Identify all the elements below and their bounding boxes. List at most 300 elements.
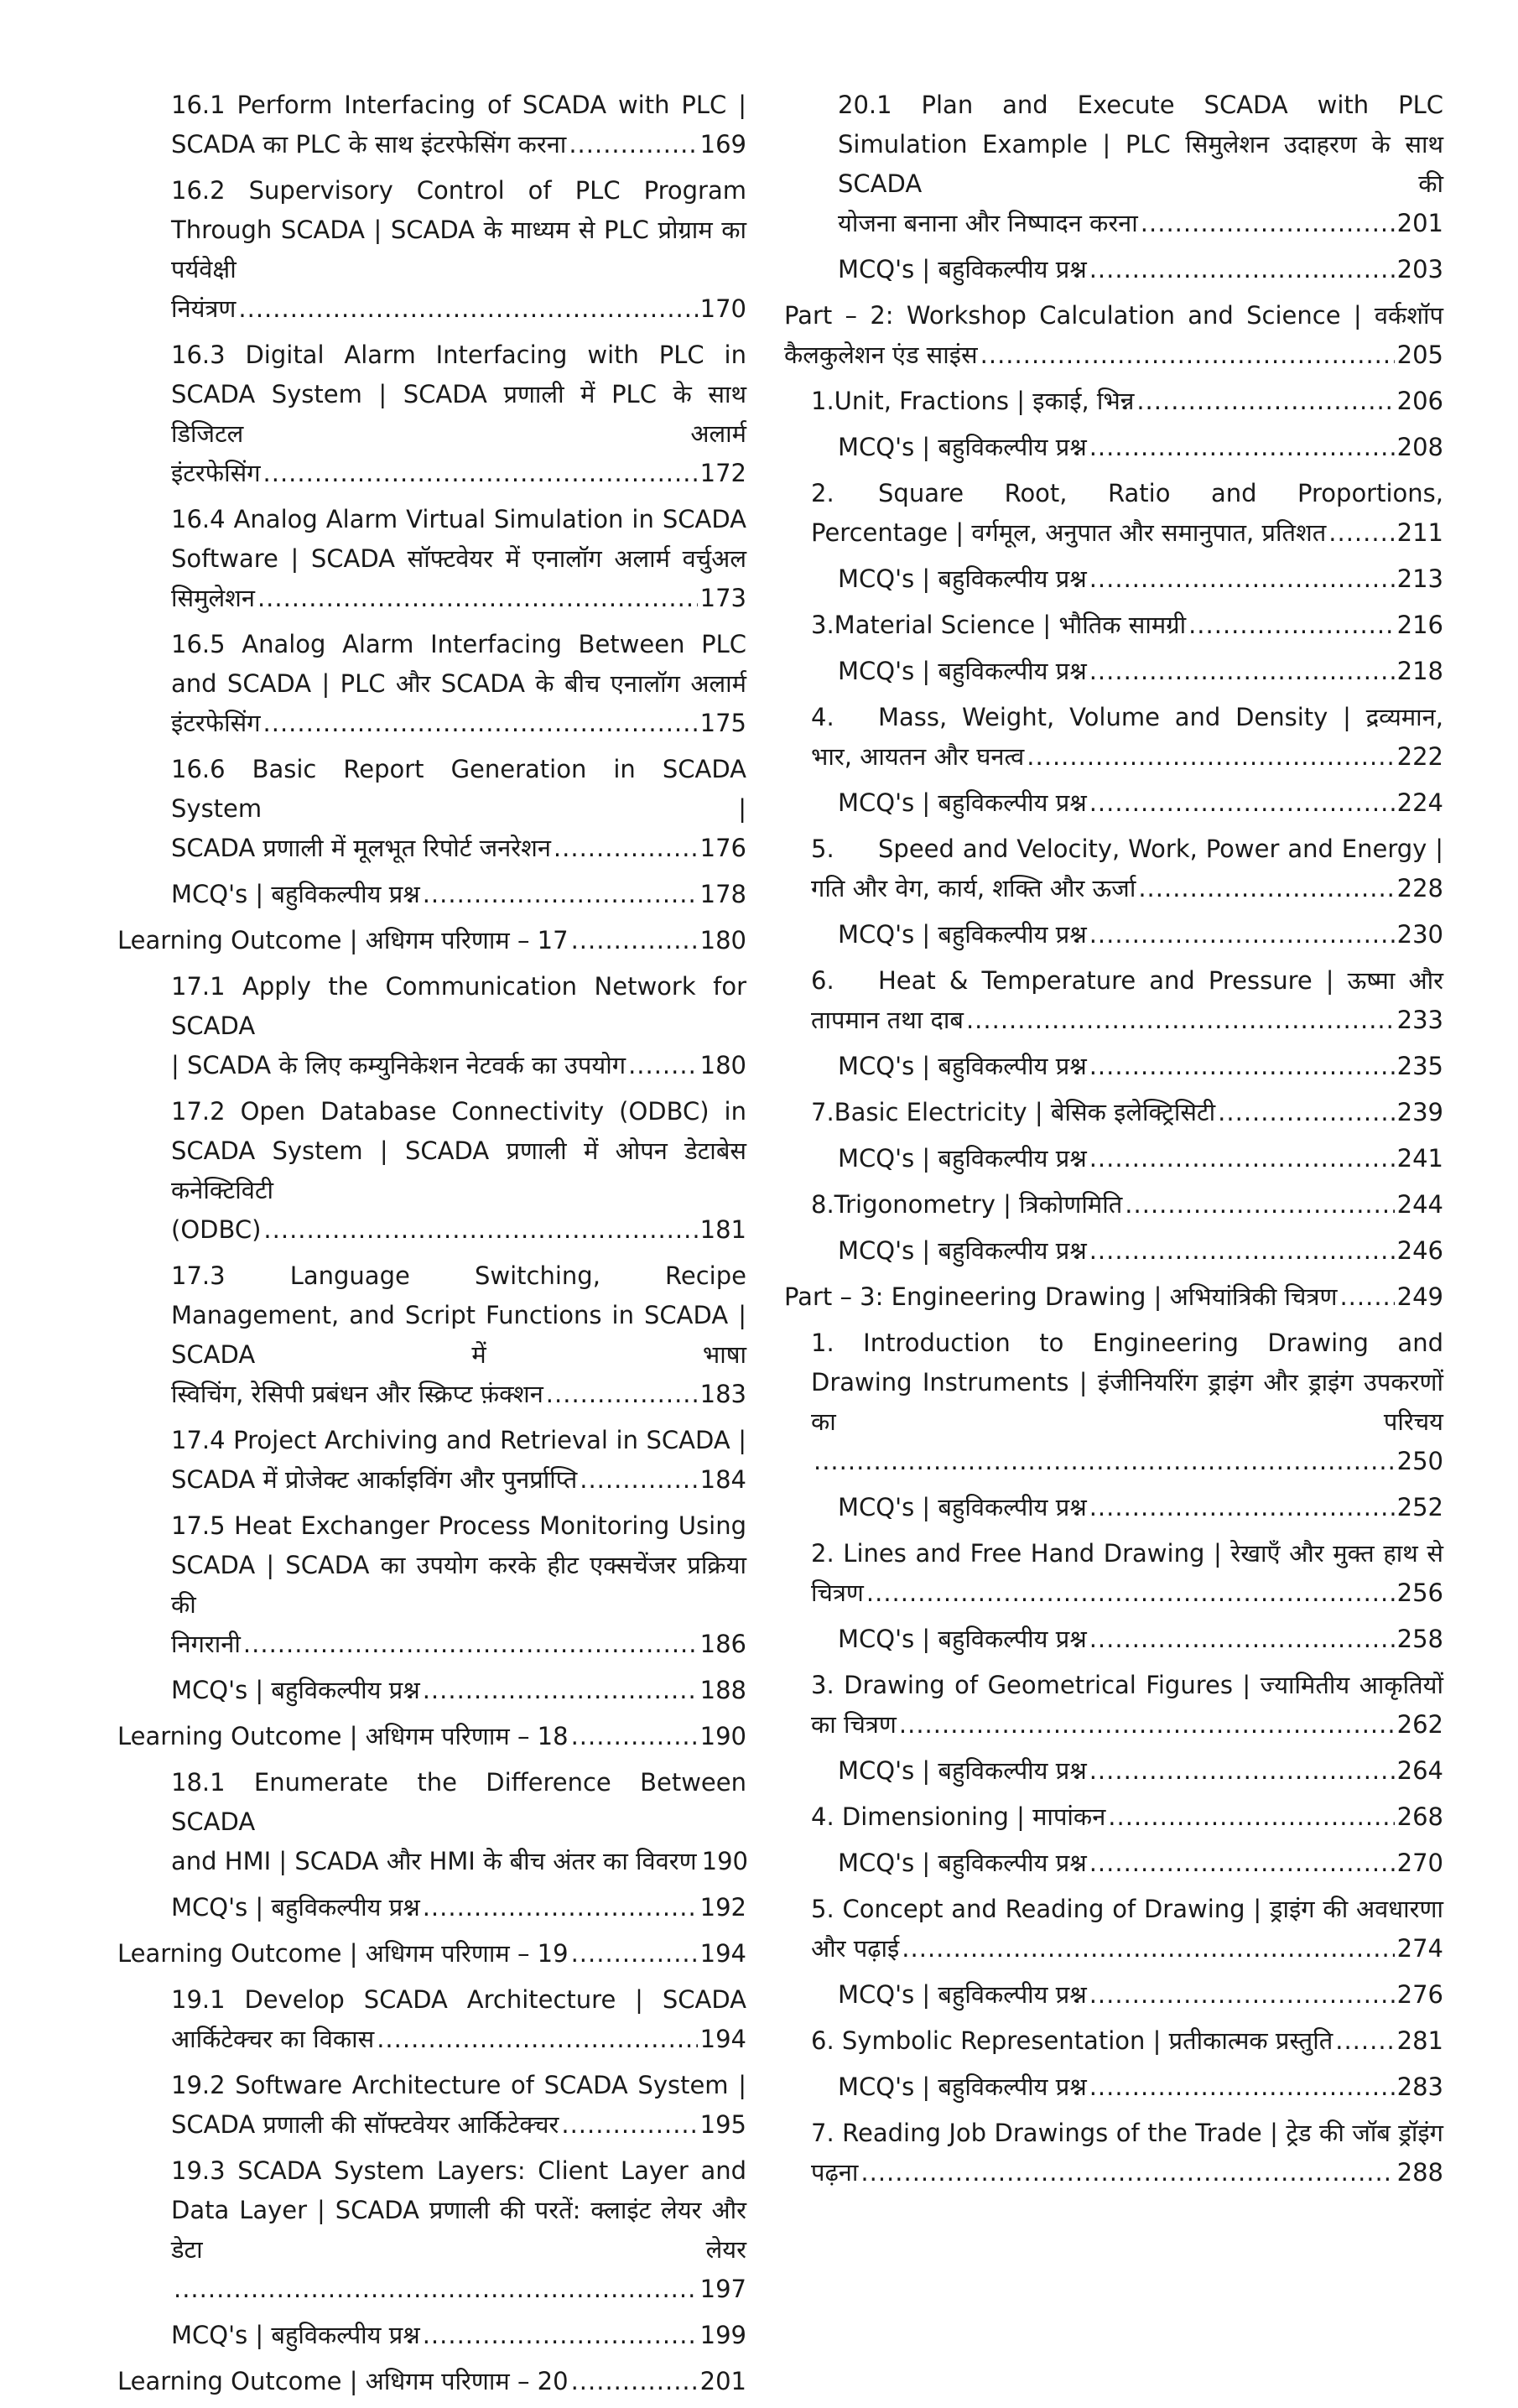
toc-entry-title [171, 335, 746, 454]
toc-entry-line [171, 2270, 746, 2309]
page-number: 199 [699, 2321, 746, 2349]
page-number: 218 [1396, 657, 1443, 685]
toc-entry-line [171, 1625, 746, 1664]
toc-entry [784, 1666, 1443, 1745]
toc-entry-label: | SCADA के लिए कम्युनिकेशन नेटवर्क का उपयोग [171, 1051, 626, 1079]
toc-entry-label: योजना बनाना और निष्पादन करना [838, 209, 1138, 237]
toc-entry-title-text: 16.4 Analog Alarm Virtual Simulation in SCADA Software | SCADA सॉफ्टवेयर में एनालॉग अलार्म वर्चुअल [171, 505, 746, 573]
page-number: 178 [699, 880, 746, 908]
dot-leader [1339, 1277, 1394, 1317]
dot-leader [1328, 513, 1394, 553]
page-number: 188 [699, 1676, 746, 1704]
toc-entry-title-text: 17.2 Open Database Connectivity (ODBC) in SCADA System | SCADA प्रणाली में ओपन डेटाबेस कनेक्टिविटी [171, 1097, 746, 1204]
toc-entry-number: 7. [811, 1098, 834, 1126]
toc-entry-title-text: Heat & Temperature and Pressure | ऊष्मा और [878, 966, 1443, 995]
toc-entry-line [171, 454, 746, 493]
dot-leader [1089, 783, 1395, 823]
page-number: 190 [701, 1847, 748, 1875]
toc-entry-title-text: 17.3 Language Switching, Recipe Management, and Script Functions in SCADA | SCADA में भाषा [171, 1261, 746, 1369]
page-number: 239 [1396, 1098, 1443, 1126]
toc-entry-label: सिमुलेशन [171, 584, 255, 612]
dot-leader [243, 1625, 698, 1664]
page-number: 184 [699, 1465, 746, 1494]
toc-entry-label: 4. Dimensioning | मापांकन [811, 1802, 1106, 1831]
page-number: 281 [1396, 2026, 1443, 2055]
toc-entry [117, 500, 746, 618]
page-number: 230 [1396, 920, 1443, 949]
toc-entry-line [838, 428, 1443, 467]
toc-entry-title [171, 1092, 746, 1210]
page-number: 276 [1396, 1980, 1443, 2009]
toc-entry-mcq [784, 250, 1443, 289]
toc-entry [784, 2114, 1443, 2192]
toc-entry-line [811, 513, 1443, 553]
toc-entry-title [811, 1890, 1443, 1929]
toc-entry-line [811, 1442, 1443, 1481]
toc-entry [117, 1092, 746, 1250]
dot-leader [902, 1929, 1394, 1969]
toc-entry-mcq [784, 915, 1443, 954]
dot-leader [263, 704, 698, 743]
dot-leader [966, 1001, 1395, 1040]
toc-entry-label: MCQ's | बहुविकल्पीय प्रश्न [838, 1052, 1087, 1080]
toc-entry-number: 2. [811, 479, 834, 507]
toc-entry-line [811, 1093, 1443, 1132]
toc-entry-number: 5. [811, 835, 834, 863]
page-number: 190 [699, 1722, 746, 1750]
dot-leader [1136, 382, 1394, 421]
dot-leader [814, 1442, 1395, 1481]
toc-entry-line [838, 652, 1443, 691]
toc-entry-line [171, 1046, 746, 1085]
dot-leader [866, 1573, 1395, 1613]
page-number: 256 [1396, 1578, 1443, 1607]
page-number: 172 [699, 459, 746, 487]
toc-entry-mcq [784, 1488, 1443, 1527]
dot-leader [1138, 869, 1394, 908]
toc-entry-line [171, 829, 746, 868]
toc-entry-mcq [784, 2067, 1443, 2107]
toc-entry-title-text: 19.1 Develop SCADA Architecture | SCADA [171, 1985, 746, 2014]
toc-entry-title [811, 474, 1443, 513]
page-number: 235 [1396, 1052, 1443, 1080]
toc-entry-label: MCQ's | बहुविकल्पीय प्रश्न [838, 657, 1087, 685]
dot-leader [377, 2020, 697, 2059]
toc-entry [117, 1717, 746, 1756]
toc-entry-label: MCQ's | बहुविकल्पीय प्रश्न [171, 1893, 420, 1922]
dot-leader [423, 875, 698, 914]
page-number: 180 [699, 1051, 746, 1079]
toc-entry-title [811, 1324, 1443, 1442]
toc-entry-line [171, 1842, 746, 1881]
dot-leader [1188, 606, 1395, 645]
page-number: 213 [1396, 564, 1443, 593]
toc-entry-label: SCADA में प्रोजेक्ट आर्काइविंग और पुनर्प्राप्ति [171, 1465, 578, 1494]
toc-entry-label: MCQ's | बहुविकल्पीय प्रश्न [838, 920, 1087, 949]
toc-entry-line [171, 579, 746, 618]
toc-entry-line [811, 737, 1443, 777]
toc-entry [117, 1256, 746, 1414]
toc-entry-line [171, 1671, 746, 1710]
dot-leader [423, 1888, 698, 1927]
dot-leader [561, 2105, 697, 2145]
page-number: 288 [1396, 2158, 1443, 2187]
toc-entry-line [171, 1460, 746, 1500]
toc-entry-label: Part – 3: Engineering Drawing | अभियांत्रिकी चित्रण [784, 1282, 1338, 1311]
toc-entry-mcq [784, 1620, 1443, 1659]
toc-entry-label: निगरानी [171, 1630, 241, 1658]
toc-entry [784, 1890, 1443, 1969]
page-number: 268 [1396, 1802, 1443, 1831]
page-number: 181 [699, 1215, 746, 1244]
dot-leader [423, 2316, 698, 2355]
toc-entry-label: नियंत्रण [171, 294, 237, 323]
toc-entry-label: Learning Outcome | अधिगम परिणाम – 18 [117, 1722, 569, 1750]
page-number: 169 [699, 130, 746, 159]
page-number: 201 [699, 2367, 746, 2395]
page-number: 222 [1396, 742, 1443, 771]
dot-leader [1089, 1975, 1395, 2015]
page-number: 205 [1396, 341, 1443, 369]
page-number: 211 [1396, 518, 1443, 547]
dot-leader [1089, 1844, 1395, 1883]
dot-leader [860, 2153, 1394, 2192]
toc-entry [784, 1797, 1443, 1837]
toc-entry-number: 1. [811, 387, 834, 415]
dot-leader [1089, 1231, 1395, 1271]
dot-leader [1089, 428, 1395, 467]
toc-entry-line [811, 1929, 1443, 1969]
toc-entry-title-text: 20.1 Plan and Execute SCADA with PLC Simulation Example | PLC सिमुलेशन उदाहरण के साथ SCADA की [838, 91, 1443, 198]
toc-entry-mcq [784, 1975, 1443, 2015]
page-number: 241 [1396, 1144, 1443, 1173]
toc-entry-line [784, 335, 1443, 375]
toc-entry-label: MCQ's | बहुविकल्पीय प्रश्न [838, 1236, 1087, 1265]
toc-entry-line [171, 1210, 746, 1250]
toc-entry-number: 6. [811, 966, 834, 995]
toc-entry-title-text: Square Root, Ratio and Proportions, [878, 479, 1443, 507]
toc-entry-label: MCQ's | बहुविकल्पीय प्रश्न [838, 255, 1087, 283]
toc-entry-label: कैलकुलेशन एंड साइंस [784, 341, 978, 369]
page-number: 252 [1396, 1493, 1443, 1521]
toc-entry-line [811, 606, 1443, 645]
toc-entry-line [811, 2153, 1443, 2192]
toc-entry-line [811, 1573, 1443, 1613]
dot-leader [1089, 559, 1395, 599]
toc-entry-title [811, 830, 1443, 869]
dot-leader [174, 2270, 698, 2309]
dot-leader [554, 829, 698, 868]
toc-entry-line [811, 869, 1443, 908]
toc-entry [117, 1980, 746, 2059]
dot-leader [423, 1671, 698, 1710]
toc-entry [784, 1324, 1443, 1481]
toc-entry-label: Basic Electricity | बेसिक इलेक्ट्रिसिटी [834, 1098, 1216, 1126]
toc-entry-line [838, 1139, 1443, 1178]
toc-entry-title [171, 171, 746, 289]
toc-entry-label: MCQ's | बहुविकल्पीय प्रश्न [838, 1144, 1087, 1173]
page-number: 206 [1396, 387, 1443, 415]
toc-entry-label: का चित्रण [811, 1710, 897, 1739]
page-number: 216 [1396, 611, 1443, 639]
toc-entry-line [171, 1888, 746, 1927]
toc-entry-line [838, 783, 1443, 823]
toc-entry-line [838, 1231, 1443, 1271]
toc-entry-mcq [117, 875, 746, 914]
page-number: 183 [699, 1380, 746, 1408]
toc-entry-line [838, 1975, 1443, 2015]
toc-entry-mcq [784, 652, 1443, 691]
page-number: 175 [699, 709, 746, 737]
toc-entry [784, 2021, 1443, 2061]
toc-entry-line [838, 1620, 1443, 1659]
toc-entry-label: MCQ's | बहुविकल्पीय प्रश्न [838, 1849, 1087, 1877]
toc-entry-title-text: 16.5 Analog Alarm Interfacing Between PLC and SCADA | PLC और SCADA के बीच एनालॉग अलार्म [171, 630, 746, 698]
toc-entry-title [171, 750, 746, 829]
toc-entry-line [811, 382, 1443, 421]
toc-entry-line [811, 1797, 1443, 1837]
toc-entry [117, 171, 746, 329]
toc-entry-label: इंटरफेसिंग [171, 459, 261, 487]
toc-entry-label: MCQ's | बहुविकल्पीय प्रश्न [838, 1625, 1087, 1653]
dot-leader [1089, 1139, 1395, 1178]
dot-leader [571, 1717, 698, 1756]
toc-entry-mcq [784, 559, 1443, 599]
page-number: 283 [1396, 2073, 1443, 2101]
toc-entry [117, 921, 746, 960]
toc-entry-title [171, 1980, 746, 2020]
toc-entry-line [171, 2105, 746, 2145]
toc-entry [117, 967, 746, 1085]
toc-entry-label: MCQ's | बहुविकल्पीय प्रश्न [838, 1493, 1087, 1521]
toc-entry-line [171, 875, 746, 914]
dot-leader [263, 454, 698, 493]
page-number: 173 [699, 584, 746, 612]
page-number: 233 [1396, 1006, 1443, 1034]
toc-entry [784, 1093, 1443, 1132]
toc-entry-label: स्विचिंग, रेसिपी प्रबंधन और स्क्रिप्ट फ़ंक्शन [171, 1380, 543, 1408]
toc-entry [784, 474, 1443, 553]
page-number: 176 [699, 834, 746, 862]
toc-entry-title-text: 16.3 Digital Alarm Interfacing with PLC in SCADA System | SCADA प्रणाली में PLC के साथ डिजिटल अलार्म [171, 341, 746, 448]
toc-entry-title [811, 1666, 1443, 1705]
toc-entry-label: SCADA का PLC के साथ इंटरफेसिंग करना [171, 130, 567, 159]
toc-entry-mcq [784, 783, 1443, 823]
toc-entry [117, 625, 746, 743]
toc-entry-title-text: 16.2 Supervisory Control of PLC Program Through SCADA | SCADA के माध्यम से PLC प्रोग्राम का पर्यवेक्षी [171, 176, 746, 283]
dot-leader [1089, 652, 1395, 691]
toc-entry-label: MCQ's | बहुविकल्पीय प्रश्न [171, 2321, 420, 2349]
toc-entry-title [784, 296, 1443, 335]
page-number: 262 [1396, 1710, 1443, 1739]
toc-entry-line [784, 1277, 1443, 1317]
toc-entry-title [171, 500, 746, 579]
toc-entry-label: SCADA प्रणाली में मूलभूत रिपोर्ट जनरेशन [171, 834, 551, 862]
toc-entry-label: और पढ़ाई [811, 1934, 900, 1963]
toc-entry-label: Percentage | वर्गमूल, अनुपात और समानुपात, प्रतिशत [811, 518, 1327, 547]
dot-leader [580, 1460, 697, 1500]
toc-entry-title-text: 7. Reading Job Drawings of the Trade | ट्रेड की जॉब ड्रॉइंग [811, 2119, 1443, 2147]
toc-entry [784, 86, 1443, 243]
dot-leader [546, 1375, 698, 1414]
toc-entry-title [171, 1421, 746, 1460]
toc-entry-title [171, 967, 746, 1046]
page-number: 201 [1396, 209, 1443, 237]
dot-leader [1089, 1751, 1395, 1791]
dot-leader [1108, 1797, 1394, 1837]
page-number: 249 [1396, 1282, 1443, 1311]
toc-entry-title [811, 1534, 1443, 1573]
toc-entry-line [838, 1488, 1443, 1527]
dot-leader [571, 2362, 698, 2401]
dot-leader [1089, 1620, 1395, 1659]
toc-entry-title [171, 1256, 746, 1375]
toc-entry-line [811, 1705, 1443, 1745]
toc-entry [784, 382, 1443, 421]
toc-entry-label: चित्रण [811, 1578, 864, 1607]
toc-entry-title [171, 1763, 746, 1842]
page-number: 170 [699, 294, 746, 323]
toc-entry-title-text: 3. Drawing of Geometrical Figures | ज्यामितीय आकृतियों [811, 1671, 1443, 1699]
toc-entry-title [171, 1506, 746, 1625]
page-number: 180 [699, 926, 746, 954]
toc-entry-line [838, 1047, 1443, 1086]
dot-leader [263, 1210, 697, 1250]
toc-entry-line [171, 2020, 746, 2059]
toc-entry-label: MCQ's | बहुविकल्पीय प्रश्न [838, 1756, 1087, 1785]
toc-entry [117, 2362, 746, 2401]
toc-entry [117, 2151, 746, 2309]
toc-entry-label: गति और वेग, कार्य, शक्ति और ऊर्जा [811, 874, 1136, 902]
page-number: 194 [699, 1939, 746, 1968]
toc-entry-title-text: Speed and Velocity, Work, Power and Energy | [878, 835, 1443, 863]
toc-entry-label: MCQ's | बहुविकल्पीय प्रश्न [838, 1980, 1087, 2009]
toc-entry-title-text: 17.5 Heat Exchanger Process Monitoring Using SCADA | SCADA का उपयोग करके हीट एक्सचेंजर प्रक्रिया की [171, 1511, 746, 1619]
dot-leader [628, 1046, 698, 1085]
toc-entry-label: इंटरफेसिंग [171, 709, 261, 737]
dot-leader [1141, 204, 1395, 243]
toc-entry-line [171, 125, 746, 164]
toc-entry-mcq [784, 1047, 1443, 1086]
toc-entry-label: 6. Symbolic Representation | प्रतीकात्मक प्रस्तुति [811, 2026, 1333, 2055]
toc-entry-label: Learning Outcome | अधिगम परिणाम – 19 [117, 1939, 569, 1968]
dot-leader [1218, 1093, 1394, 1132]
page-number: 186 [699, 1630, 746, 1658]
toc-entry-line [838, 1751, 1443, 1791]
toc-entry-line [171, 2316, 746, 2355]
toc-entry-label: MCQ's | बहुविकल्पीय प्रश्न [838, 788, 1087, 817]
page-number: 197 [699, 2275, 746, 2303]
toc-entry-mcq [784, 428, 1443, 467]
toc-entry-number: 8. [811, 1190, 834, 1219]
dot-leader [1027, 737, 1394, 777]
toc-entry [784, 606, 1443, 645]
toc-entry-mcq [117, 1671, 746, 1710]
toc-entry-title-text: 16.1 Perform Interfacing of SCADA with PLC | [171, 91, 746, 119]
dot-leader [571, 921, 698, 960]
toc-entry-title-text: Part – 2: Workshop Calculation and Science | वर्कशॉप [784, 301, 1443, 330]
toc-entry-line [171, 704, 746, 743]
dot-leader [980, 335, 1395, 375]
toc-entry-label: and HMI | SCADA और HMI के बीच अंतर का विवरण [171, 1847, 697, 1875]
toc-entry-line [811, 2021, 1443, 2061]
dot-leader [257, 579, 698, 618]
toc-entry-label: Unit, Fractions | इकाई, भिन्न [834, 387, 1135, 415]
toc-entry-title-text: 5. Concept and Reading of Drawing | ड्राइंग की अवधारणा [811, 1895, 1443, 1923]
toc-entry-title-text: 19.2 Software Architecture of SCADA System | [171, 2071, 746, 2099]
dot-leader [1089, 1047, 1395, 1086]
page-number: 203 [1396, 255, 1443, 283]
dot-leader [1125, 1185, 1394, 1225]
toc-entry-label: SCADA प्रणाली की सॉफ्टवेयर आर्किटेक्चर [171, 2110, 559, 2139]
toc-entry-label: MCQ's | बहुविकल्पीय प्रश्न [838, 564, 1087, 593]
toc-entry-mcq [784, 1231, 1443, 1271]
toc-entry [117, 86, 746, 164]
toc-entry [117, 335, 746, 493]
toc-entry [117, 1421, 746, 1500]
toc-entry-mcq [784, 1139, 1443, 1178]
toc-entry-title [171, 2151, 746, 2270]
dot-leader [1089, 250, 1395, 289]
toc-entry-label: MCQ's | बहुविकल्पीय प्रश्न [171, 1676, 420, 1704]
toc-entry-mcq [784, 1751, 1443, 1791]
dot-leader [571, 1934, 698, 1974]
dot-leader [1089, 915, 1395, 954]
toc-entry-line [117, 2362, 746, 2401]
dot-leader [1089, 1488, 1395, 1527]
toc-entry-line [838, 204, 1443, 243]
toc-entry [784, 698, 1443, 777]
toc-entry-title-text: 17.1 Apply the Communication Network for SCADA [171, 972, 746, 1040]
page-number: 244 [1396, 1190, 1443, 1219]
toc-left-column [117, 86, 746, 2408]
toc-entry-label: Learning Outcome | अधिगम परिणाम – 20 [117, 2367, 569, 2395]
toc-entry-title [838, 86, 1443, 204]
dot-leader [1335, 2021, 1394, 2061]
toc-entry-number: 3. [811, 611, 834, 639]
toc-entry [784, 961, 1443, 1040]
page-number: 274 [1396, 1934, 1443, 1963]
toc-entry [784, 1185, 1443, 1225]
toc-entry-line [171, 1375, 746, 1414]
toc-entry-label: पढ़ना [811, 2158, 859, 2187]
toc-entry [784, 296, 1443, 375]
toc-entry [117, 1506, 746, 1664]
toc-entry-number: 4. [811, 703, 834, 731]
toc-entry-label: भार, आयतन और घनत्व [811, 742, 1025, 771]
toc-entry-line [838, 915, 1443, 954]
dot-leader [1089, 2067, 1395, 2107]
page-number: 250 [1396, 1447, 1443, 1475]
toc-entry-line [838, 559, 1443, 599]
page-number: 208 [1396, 433, 1443, 461]
toc-entry-label: Trigonometry | त्रिकोणमिति [834, 1190, 1123, 1219]
toc-entry-title [171, 86, 746, 125]
toc-entry-label: MCQ's | बहुविकल्पीय प्रश्न [838, 433, 1087, 461]
toc-entry-title-text: Mass, Weight, Volume and Density | द्रव्यमान, [878, 703, 1443, 731]
page-number: 264 [1396, 1756, 1443, 1785]
dot-leader [899, 1705, 1395, 1745]
toc-entry [117, 1934, 746, 1974]
toc-entry-line [811, 1001, 1443, 1040]
page-number: 258 [1396, 1625, 1443, 1653]
page-number: 195 [699, 2110, 746, 2139]
toc-entry-line [117, 1717, 746, 1756]
toc-entry-title-text: 19.3 SCADA System Layers: Client Layer and Data Layer | SCADA प्रणाली की परतें: क्लाइंट लेयर और डेटा लेयर [171, 2156, 746, 2264]
toc-entry-title [171, 625, 746, 704]
toc-entry [117, 1763, 746, 1881]
page-number: 228 [1396, 874, 1443, 902]
